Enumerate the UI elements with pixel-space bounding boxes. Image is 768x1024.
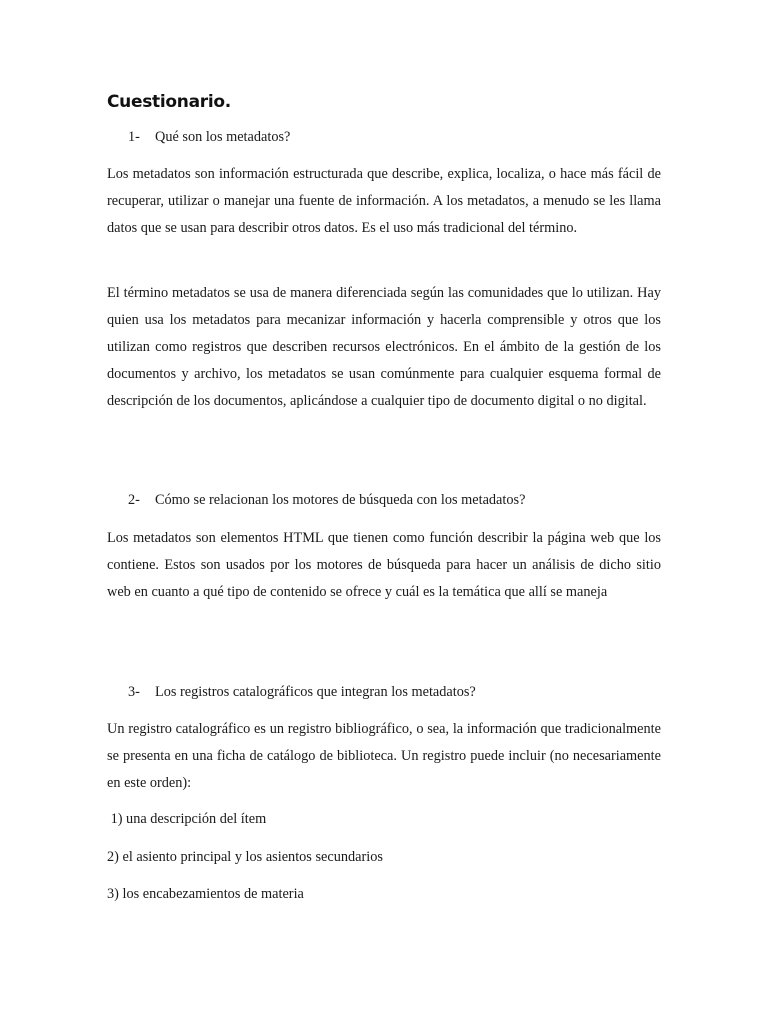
question-3 [128,684,476,701]
question-number: 3- [128,684,140,700]
answer-2-paragraph-1: Los metadatos son elementos HTML que tienen como función describir la página web que los contiene. Estos son usados por los motores de búsqueda para hacer un análisis de dicho sitio web en cuanto a qué tipo de contenido se ofrece y cuál es la temática que allí se maneja [107,530,661,600]
question-number: 2- [128,492,140,508]
list-item: 3) los encabezamientos de materia [107,886,304,902]
answer-1-paragraph-1: Los metadatos son información estructurada que describe, explica, localiza, o hace más fácil de recuperar, utilizar o manejar una fuente de información. A los metadatos, a menudo se les llama datos que se usan para describir otros datos. Es el uso más tradicional del término. [107,166,661,236]
question-text: Qué son los metadatos? [155,129,291,145]
question-number: 1- [128,129,140,145]
document-title: Cuestionario. [107,92,231,112]
answer-3-paragraph-1: Un registro catalográfico es un registro bibliográfico, o sea, la información que tradicionalmente se presenta en una ficha de catálogo de biblioteca. Un registro puede incluir (no necesariamente en este orden): [107,721,661,791]
question-1 [128,129,290,146]
list-item: 1) una descripción del ítem [107,811,267,827]
question-2 [128,492,525,509]
list-item: 2) el asiento principal y los asientos secundarios [107,849,383,865]
answer-1-paragraph-2: El término metadatos se usa de manera diferenciada según las comunidades que lo utilizan. Hay quien usa los metadatos para mecanizar información y hacerla comprensible y otros que los utilizan como registros que describen recursos electrónicos. En el ámbito de la gestión de los documentos y archivo, los metadatos se usan comúnmente para cualquier esquema formal de descripción de los documentos, aplicándose a cualquier tipo de documento digital o no digital. [107,285,661,409]
question-text: Cómo se relacionan los motores de búsqueda con los metadatos? [155,492,526,508]
question-text: Los registros catalográficos que integran los metadatos? [155,684,476,700]
